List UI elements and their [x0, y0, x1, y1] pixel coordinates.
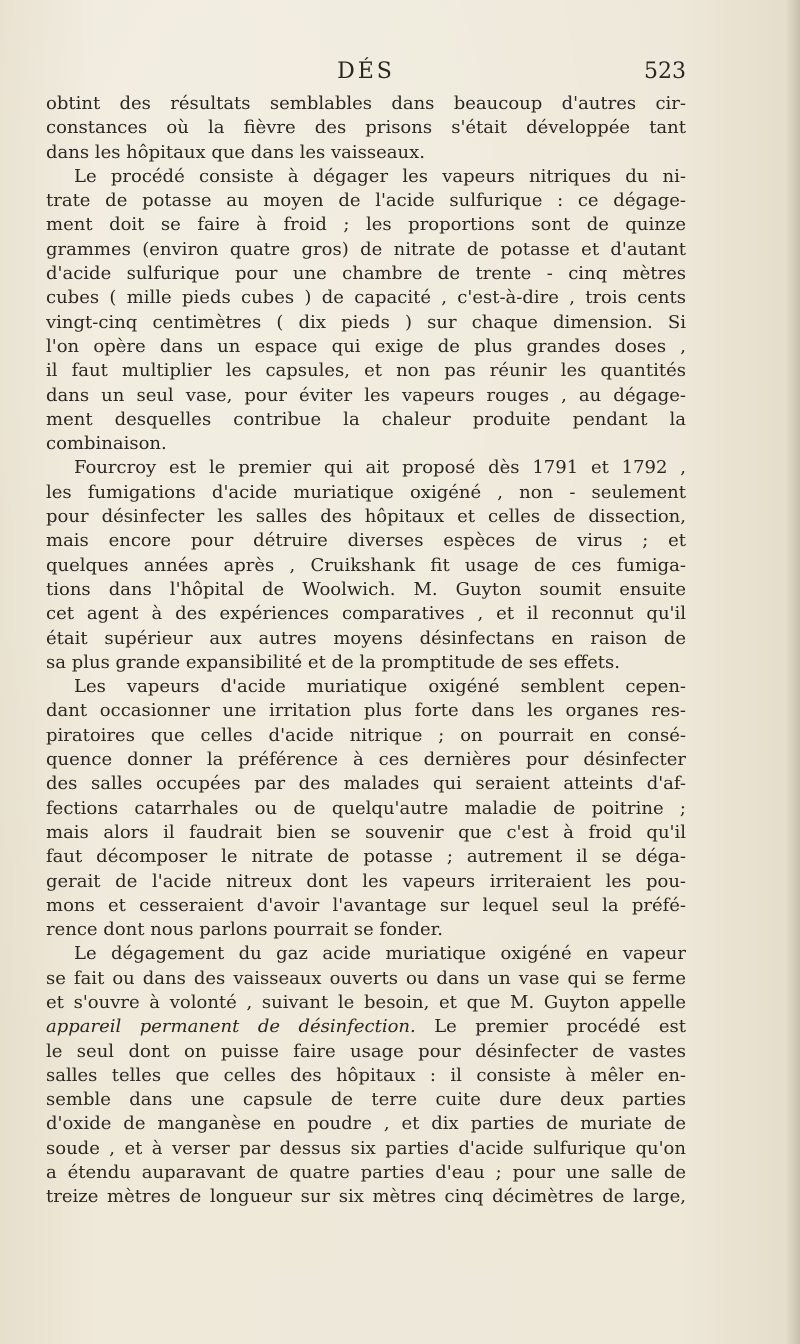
text-line: cet agent à des expériences comparatives , et il reconnut qu'il [46, 603, 686, 625]
text-line: treize mètres de longueur sur six mètres cinq décimètres de large, [46, 1186, 686, 1208]
text-line: et s'ouvre à volonté , suivant le besoin, et que M. Guyton appelle [46, 991, 686, 1013]
text-line: mais encore pour détruire diverses espèces de virus ; et [46, 530, 686, 552]
text-line: trate de potasse au moyen de l'acide sulfurique : ce dégage- [46, 190, 686, 212]
text-line-with-italic [46, 1015, 686, 1039]
text-line: les fumigations d'acide muriatique oxigéné , non - seulement [46, 481, 686, 503]
text-line: cubes ( mille pieds cubes ) de capacité , c'est-à-dire , trois cents [46, 287, 686, 309]
text-line: rence dont nous parlons pourrait se fonder. [46, 919, 444, 941]
paragraph-start-line: Le dégagement du gaz acide muriatique oxigéné en vapeur [74, 943, 686, 965]
text-line: fections catarrhales ou de quelqu'autre maladie de poitrine ; [46, 797, 686, 819]
text-line: l'on opère dans un espace qui exige de plus grandes doses , [46, 335, 686, 357]
text-line: salles telles que celles des hôpitaux : il consiste à mêler en- [46, 1064, 686, 1086]
text-line: gerait de l'acide nitreux dont les vapeurs irriteraient les pou- [46, 870, 686, 892]
text-line: vingt-cinq centimètres ( dix pieds ) sur chaque dimension. Si [46, 311, 686, 333]
text-line: a étendu auparavant de quatre parties d'eau ; pour une salle de [46, 1162, 686, 1184]
page-number: 523 [644, 59, 686, 84]
body-text [46, 92, 686, 1210]
paragraph-start-line: Le procédé consiste à dégager les vapeurs nitriques du ni- [74, 165, 686, 187]
page-edge-shadow [786, 0, 800, 1344]
running-head [46, 56, 686, 88]
text-line: piratoires que celles d'acide nitrique ; on pourrait en consé- [46, 724, 686, 746]
text-line: d'acide sulfurique pour une chambre de trente - cinq mètres [46, 263, 686, 285]
text-line: semble dans une capsule de terre cuite dure deux parties [46, 1089, 686, 1111]
running-title: DÉS [337, 59, 395, 84]
text-line: mons et cesseraient d'avoir l'avantage sur lequel seul la préfé- [46, 894, 686, 916]
text-line: tions dans l'hôpital de Woolwich. M. Guyton soumit ensuite [46, 578, 686, 600]
italic-term: appareil permanent de désinfection. [46, 1016, 416, 1038]
text-line: était supérieur aux autres moyens désinfectans en raison de [46, 627, 686, 649]
text-line: il faut multiplier les capsules, et non pas réunir les quantités [46, 360, 686, 382]
text-line: mais alors il faudrait bien se souvenir que c'est à froid qu'il [46, 821, 686, 843]
text-line: dans un seul vase, pour éviter les vapeurs rouges , au dégage- [46, 384, 686, 406]
text-line: grammes (environ quatre gros) de nitrate de potasse et d'autant [46, 238, 686, 260]
text-line: le seul dont on puisse faire usage pour désinfecter de vastes [46, 1040, 686, 1062]
text-line: d'oxide de manganèse en poudre , et dix parties de muriate de [46, 1113, 686, 1135]
text-line: ment doit se faire à froid ; les proportions sont de quinze [46, 214, 686, 236]
text-line: faut décomposer le nitrate de potasse ; autrement il se déga- [46, 846, 686, 868]
text-line: dant occasionner une irritation plus forte dans les organes res- [46, 700, 686, 722]
text-line: quelques années après , Cruikshank fit usage de ces fumiga- [46, 554, 686, 576]
text-line: se fait ou dans des vaisseaux ouverts ou dans un vase qui se ferme [46, 967, 686, 989]
text-line: constances où la fièvre des prisons s'était développée tant [46, 117, 686, 139]
paragraph-start-line: Fourcroy est le premier qui ait proposé dès 1791 et 1792 , [74, 457, 686, 479]
text-line: sa plus grande expansibilité et de la promptitude de ses effets. [46, 651, 620, 673]
paragraph-start-line: Les vapeurs d'acide muriatique oxigéné semblent cepen- [74, 676, 686, 698]
text-line: obtint des résultats semblables dans beaucoup d'autres cir- [46, 93, 686, 114]
text-line: des salles occupées par des malades qui seraient atteints d'af- [46, 773, 686, 795]
text-line: soude , et à verser par dessus six parties d'acide sulfurique qu'on [46, 1137, 686, 1159]
text-line: dans les hôpitaux que dans les vaisseaux. [46, 141, 425, 163]
text-line-rest: Le premier procédé est [415, 1016, 686, 1038]
text-line: quence donner la préférence à ces dernières pour désinfecter [46, 749, 686, 771]
text-line: combinaison. [46, 433, 167, 455]
text-line: ment desquelles contribue la chaleur produite pendant la [46, 408, 686, 430]
text-line: pour désinfecter les salles des hôpitaux et celles de dissection, [46, 506, 686, 528]
